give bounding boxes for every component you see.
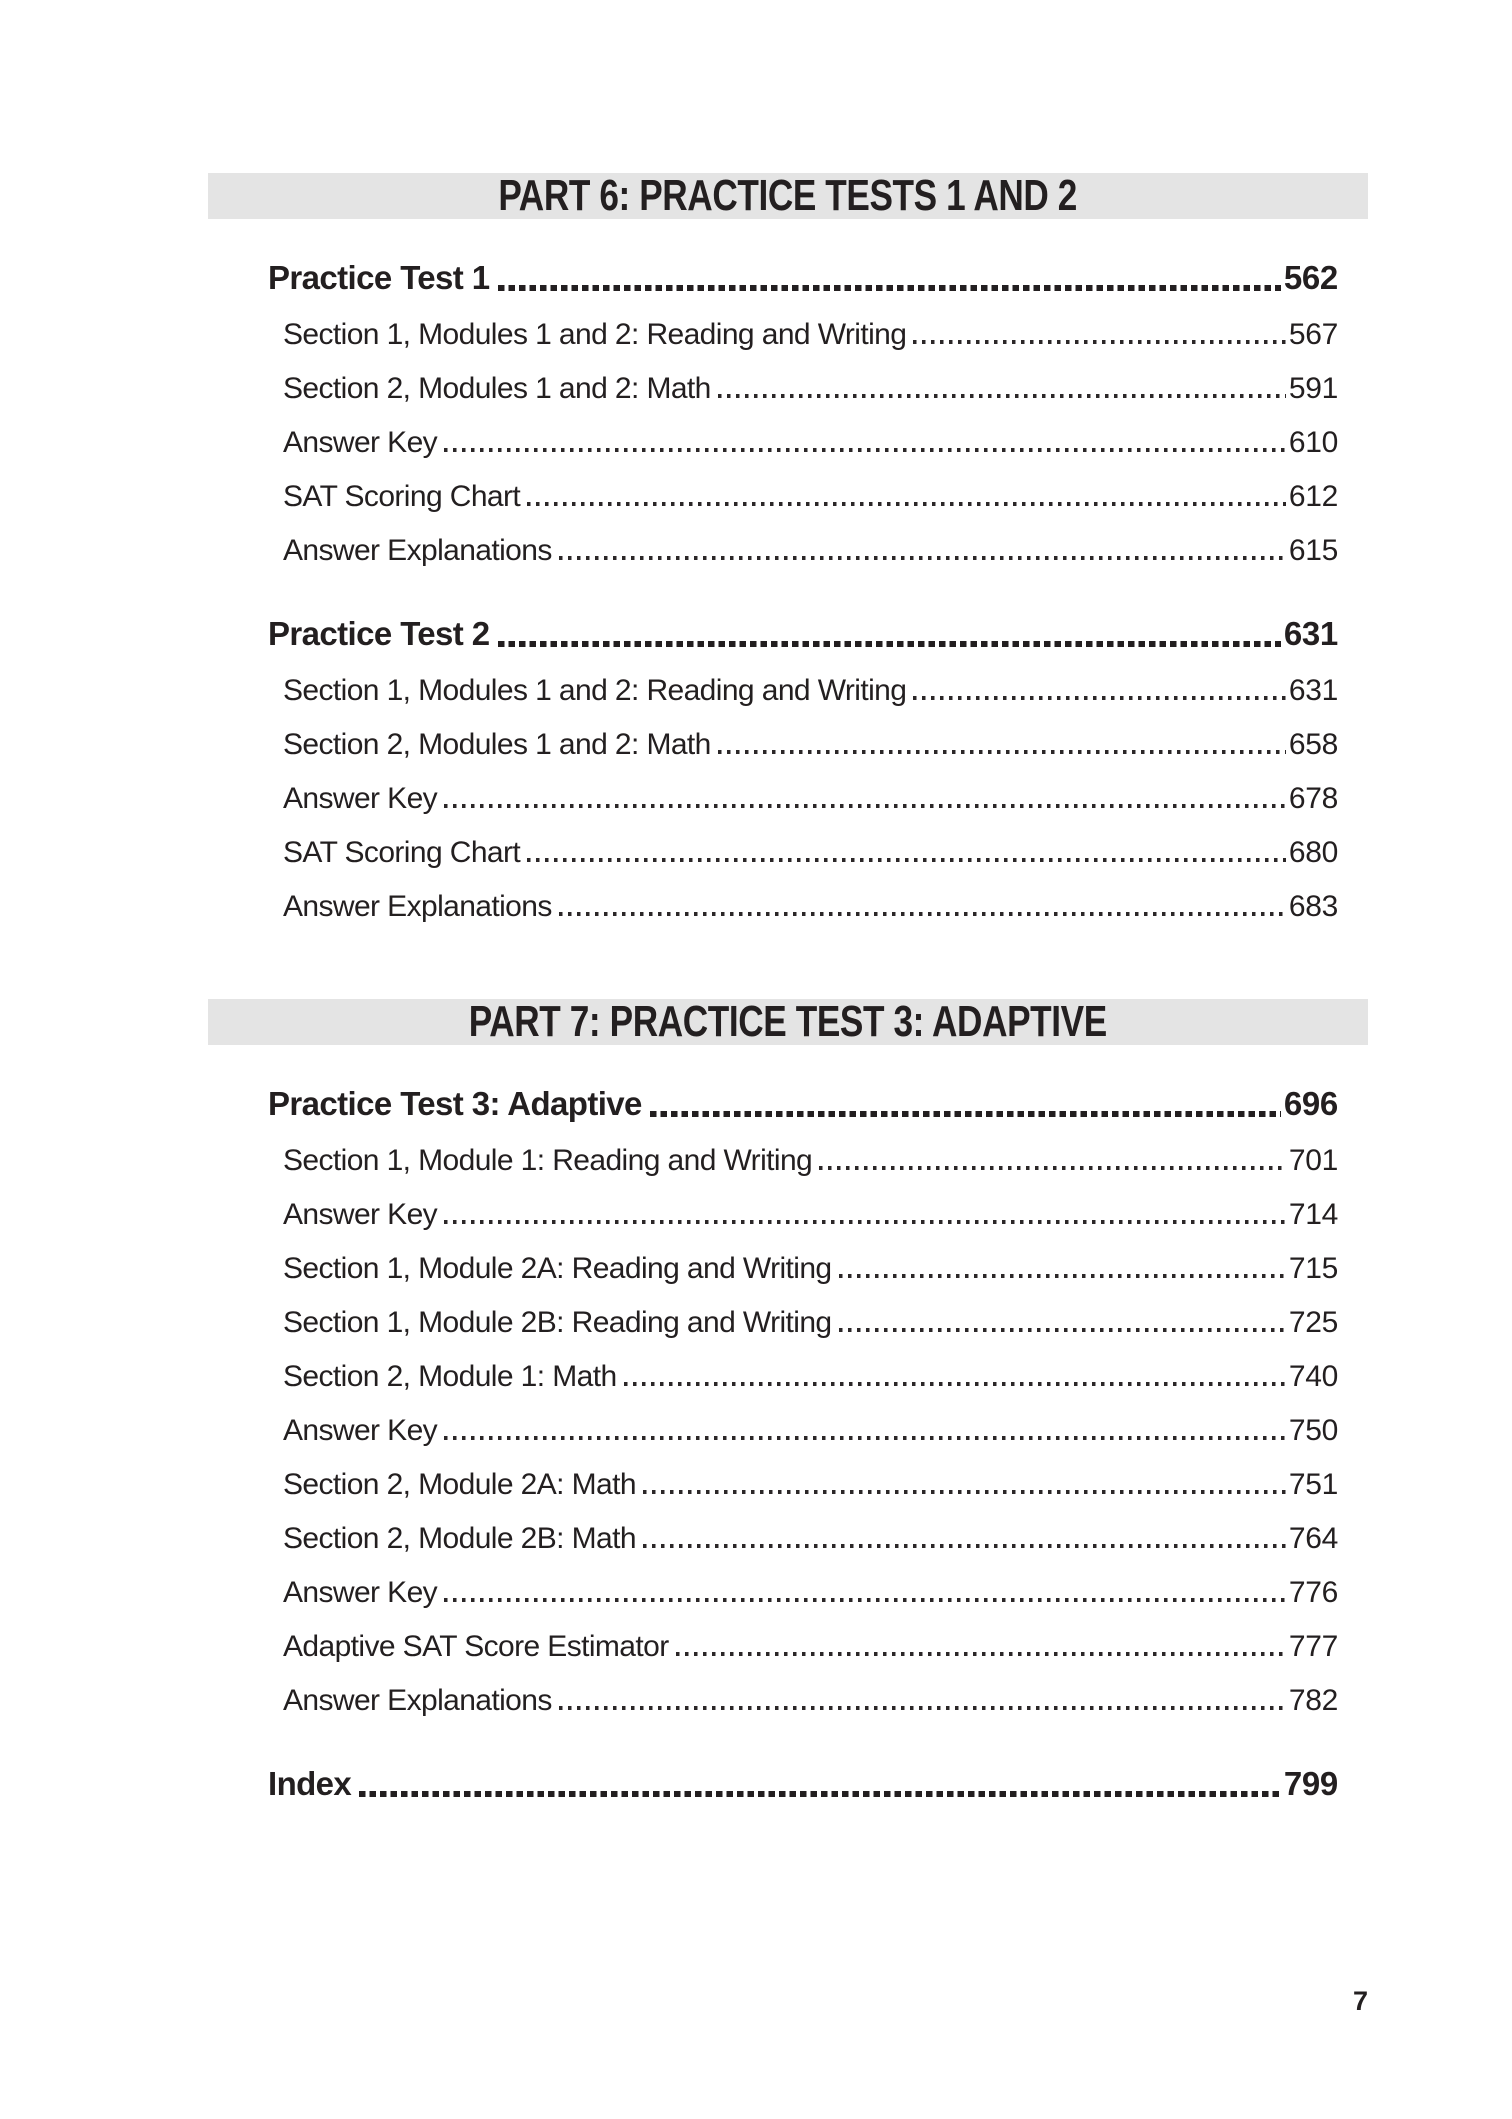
dot-leader bbox=[444, 1220, 1286, 1224]
index-entry-row bbox=[268, 1761, 1338, 1805]
footer-page-number: 7 bbox=[1352, 1986, 1368, 2016]
dot-leader bbox=[444, 1436, 1286, 1440]
toc-entry-label: Answer Key bbox=[283, 1575, 438, 1609]
page-number: 701 bbox=[1288, 1143, 1338, 1177]
toc-group-title: Practice Test 3: Adaptive bbox=[268, 1085, 642, 1123]
toc-entry-label: Section 2, Module 2B: Math bbox=[283, 1521, 636, 1555]
toc-entry-label: Section 2, Module 1: Math bbox=[283, 1359, 617, 1393]
page-number: 777 bbox=[1288, 1629, 1338, 1663]
toc-group-title-row bbox=[268, 255, 1338, 299]
page-number: 567 bbox=[1288, 317, 1338, 351]
page-number: 750 bbox=[1288, 1413, 1338, 1447]
toc-entry-label: Section 1, Modules 1 and 2: Reading and Writing bbox=[283, 673, 907, 707]
page-number: 683 bbox=[1288, 889, 1338, 923]
part7-header-title: PART 7: PRACTICE TEST 3: ADAPTIVE bbox=[468, 997, 1108, 1046]
page-number: 740 bbox=[1288, 1359, 1338, 1393]
page-number: 680 bbox=[1288, 835, 1338, 869]
page-number: 610 bbox=[1288, 425, 1338, 459]
toc-group-title: Practice Test 1 bbox=[268, 259, 490, 297]
dot-leader bbox=[718, 750, 1286, 754]
toc-entry-label: SAT Scoring Chart bbox=[283, 479, 521, 513]
toc-group bbox=[208, 611, 1368, 925]
page-footer bbox=[208, 1988, 1368, 2015]
toc-entry-label: Answer Key bbox=[283, 781, 438, 815]
toc-item-row bbox=[283, 1189, 1338, 1233]
toc-item-row bbox=[283, 1297, 1338, 1341]
page-number: 696 bbox=[1283, 1085, 1338, 1123]
dot-leader bbox=[643, 1490, 1286, 1494]
toc-item-row bbox=[283, 665, 1338, 709]
page-number: 714 bbox=[1288, 1197, 1338, 1231]
toc-item-row bbox=[283, 1135, 1338, 1179]
toc-entry-label: SAT Scoring Chart bbox=[283, 835, 521, 869]
toc-entry-label: Answer Key bbox=[283, 1197, 438, 1231]
page-number: 678 bbox=[1288, 781, 1338, 815]
toc-item-row bbox=[283, 1621, 1338, 1665]
dot-leader bbox=[624, 1382, 1286, 1386]
toc-item-row bbox=[283, 363, 1338, 407]
toc-item-row bbox=[283, 417, 1338, 461]
toc-entry-label: Section 1, Module 2A: Reading and Writing bbox=[283, 1251, 832, 1285]
toc-entry-label: Answer Explanations bbox=[283, 1683, 552, 1717]
toc-item-row bbox=[283, 1351, 1338, 1395]
index-label: Index bbox=[268, 1765, 352, 1803]
part6-toc-list bbox=[208, 255, 1368, 925]
toc-entry-label: Section 2, Modules 1 and 2: Math bbox=[283, 727, 711, 761]
toc-entry-label: Answer Explanations bbox=[283, 889, 552, 923]
dot-leader bbox=[444, 448, 1286, 452]
page-number: 764 bbox=[1288, 1521, 1338, 1555]
index-page-number: 799 bbox=[1283, 1765, 1338, 1803]
dot-leader bbox=[650, 1111, 1281, 1118]
dot-leader bbox=[359, 1791, 1281, 1798]
dot-leader bbox=[559, 912, 1286, 916]
toc-item-row bbox=[283, 1675, 1338, 1719]
dot-leader bbox=[527, 858, 1286, 862]
toc-item-row bbox=[283, 719, 1338, 763]
toc-entry-label: Answer Key bbox=[283, 425, 438, 459]
page-number: 725 bbox=[1288, 1305, 1338, 1339]
toc-group bbox=[208, 1081, 1368, 1719]
dot-leader bbox=[498, 641, 1281, 648]
toc-item-row bbox=[283, 1243, 1338, 1287]
dot-leader bbox=[676, 1652, 1286, 1656]
part7-header-bar bbox=[208, 999, 1368, 1045]
toc-group-title: Practice Test 2 bbox=[268, 615, 490, 653]
toc-item-row bbox=[283, 1405, 1338, 1449]
toc-entry-label: Section 1, Module 2B: Reading and Writing bbox=[283, 1305, 832, 1339]
toc-entry-label: Answer Explanations bbox=[283, 533, 552, 567]
toc-item-row bbox=[283, 881, 1338, 925]
page-number: 715 bbox=[1288, 1251, 1338, 1285]
toc-entry-label: Section 2, Modules 1 and 2: Math bbox=[283, 371, 711, 405]
page-number: 631 bbox=[1283, 615, 1338, 653]
dot-leader bbox=[913, 340, 1286, 344]
toc-item-row bbox=[283, 1513, 1338, 1557]
toc-entry-label: Answer Key bbox=[283, 1413, 438, 1447]
page-number: 631 bbox=[1288, 673, 1338, 707]
toc-item-row bbox=[283, 1567, 1338, 1611]
toc-entry-label: Adaptive SAT Score Estimator bbox=[283, 1629, 669, 1663]
toc-entry-label: Section 1, Module 1: Reading and Writing bbox=[283, 1143, 813, 1177]
toc-item-row bbox=[283, 471, 1338, 515]
dot-leader bbox=[559, 1706, 1286, 1710]
page-number: 782 bbox=[1288, 1683, 1338, 1717]
part6-header-bar bbox=[208, 173, 1368, 219]
dot-leader bbox=[498, 285, 1281, 292]
page-number: 658 bbox=[1288, 727, 1338, 761]
part7-toc-list bbox=[208, 1081, 1368, 1719]
page-number: 612 bbox=[1288, 479, 1338, 513]
toc-page bbox=[208, 0, 1368, 1805]
page-number: 776 bbox=[1288, 1575, 1338, 1609]
dot-leader bbox=[643, 1544, 1286, 1548]
toc-item-row bbox=[283, 827, 1338, 871]
toc-item-row bbox=[283, 309, 1338, 353]
dot-leader bbox=[444, 804, 1286, 808]
toc-group bbox=[208, 255, 1368, 569]
dot-leader bbox=[559, 556, 1286, 560]
dot-leader bbox=[819, 1166, 1286, 1170]
toc-item-row bbox=[283, 525, 1338, 569]
dot-leader bbox=[913, 696, 1286, 700]
page-number: 591 bbox=[1288, 371, 1338, 405]
toc-group-title-row bbox=[268, 1081, 1338, 1125]
toc-item-row bbox=[283, 1459, 1338, 1503]
dot-leader bbox=[839, 1274, 1286, 1278]
page-number: 751 bbox=[1288, 1467, 1338, 1501]
page-number: 562 bbox=[1283, 259, 1338, 297]
dot-leader bbox=[527, 502, 1286, 506]
dot-leader bbox=[839, 1328, 1286, 1332]
toc-item-row bbox=[283, 773, 1338, 817]
toc-entry-label: Section 2, Module 2A: Math bbox=[283, 1467, 636, 1501]
page-number: 615 bbox=[1288, 533, 1338, 567]
toc-entry-label: Section 1, Modules 1 and 2: Reading and Writing bbox=[283, 317, 907, 351]
dot-leader bbox=[444, 1598, 1286, 1602]
dot-leader bbox=[718, 394, 1286, 398]
part6-header-title: PART 6: PRACTICE TESTS 1 AND 2 bbox=[498, 171, 1078, 220]
toc-group-title-row bbox=[268, 611, 1338, 655]
